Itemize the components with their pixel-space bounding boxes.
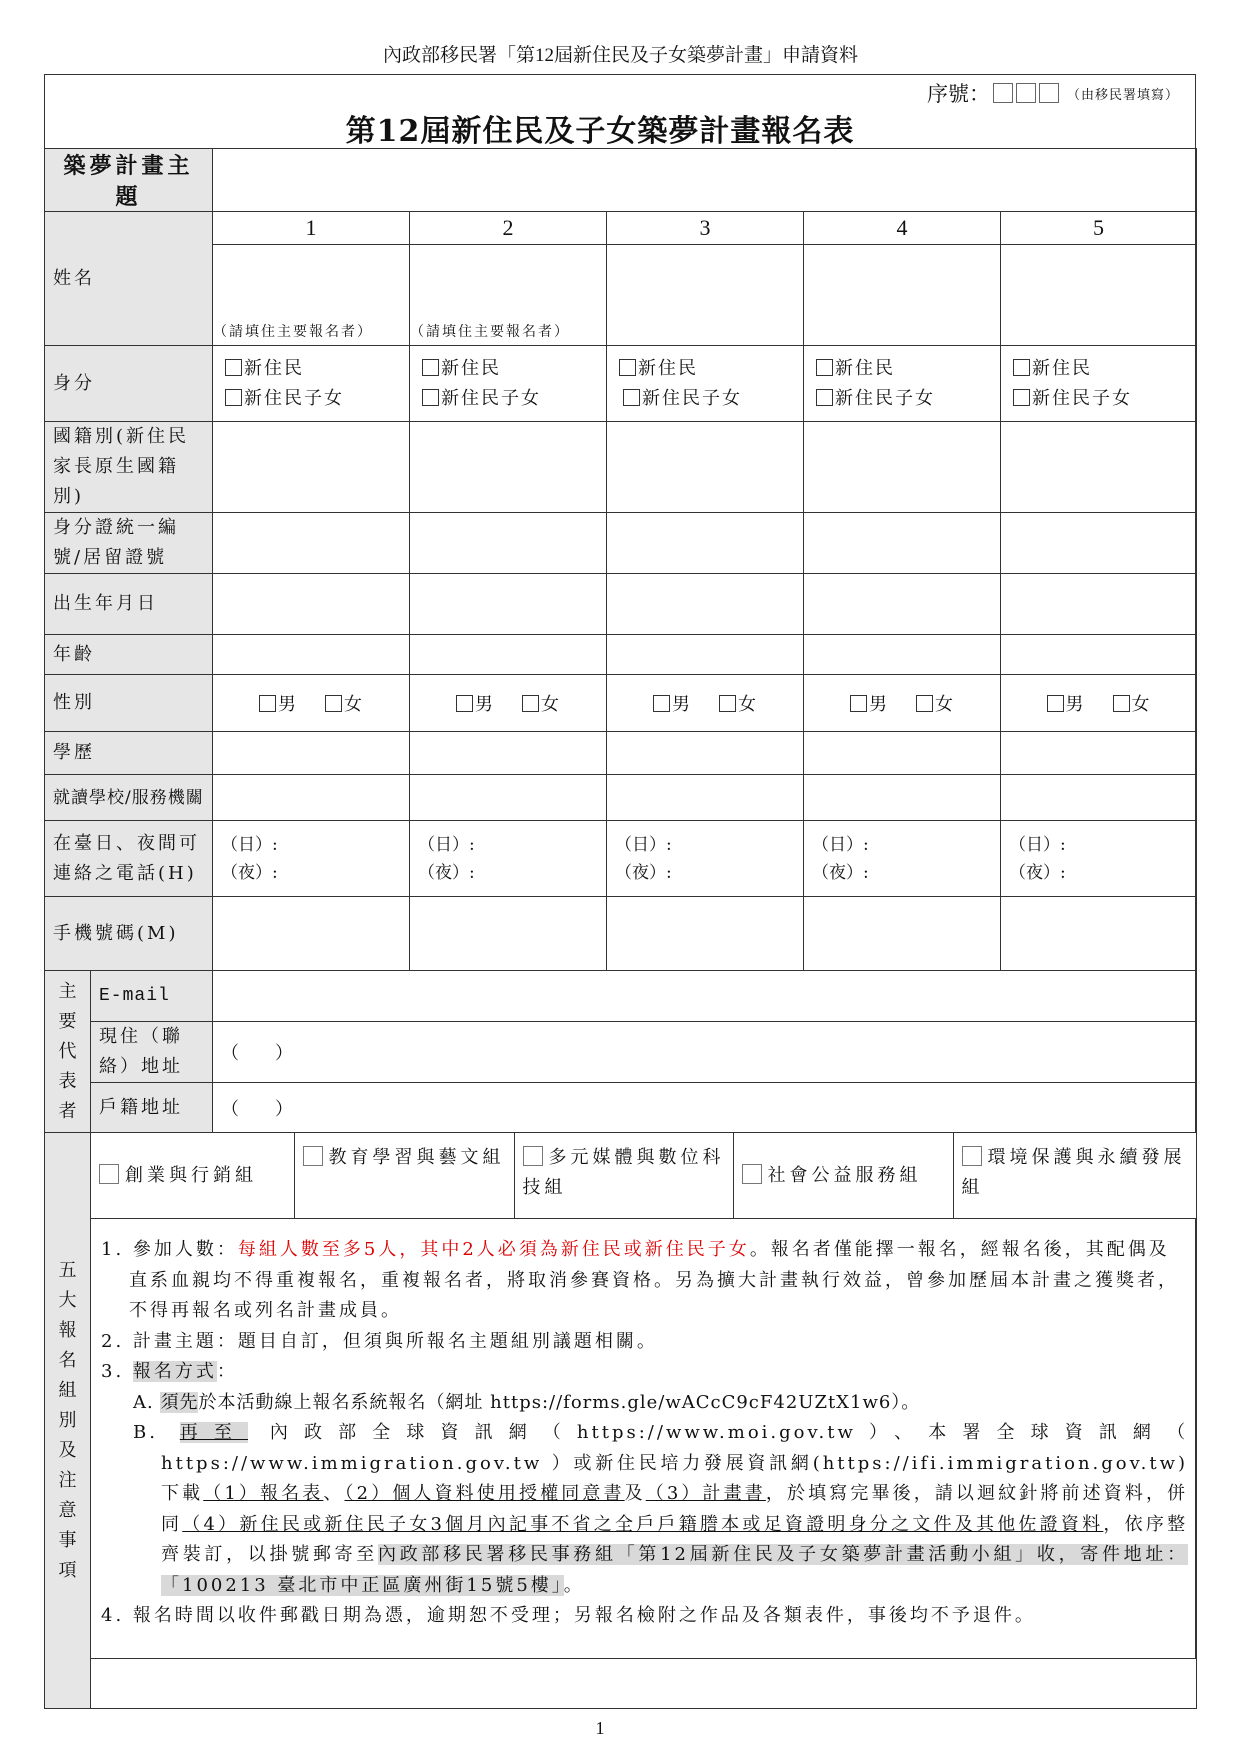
education-input-2[interactable] [410, 732, 607, 775]
nationality-input-1[interactable] [213, 422, 410, 513]
note-3a: A. 須先於本活動線上報名系統報名（網址 https://forms.gle/wACcC9cF42UZtX1w6）。 [133, 1391, 921, 1413]
name-hint: （請填住主要報名者） [410, 324, 571, 340]
gender-cell-4 [804, 675, 1001, 732]
household-area-code: （ ） [221, 1098, 294, 1120]
phone-label: 在臺日、夜間可連絡之電話(H) [45, 821, 213, 897]
nationality-input-5[interactable] [1001, 422, 1197, 513]
phone-cell-2[interactable] [410, 821, 607, 897]
nationality-input-4[interactable] [804, 422, 1001, 513]
identity-option-new-resident[interactable]: 新住民 [1013, 354, 1188, 384]
education-input-1[interactable] [213, 732, 410, 775]
gender-male[interactable]: 男 [1047, 694, 1085, 715]
phone-day: （日）: [418, 834, 475, 855]
age-input-1[interactable] [213, 635, 410, 675]
groups-notes-label-text: 五 大 報 名 組 別 及 注 意 事 項 [58, 1259, 77, 1581]
email-input[interactable] [213, 971, 1197, 1022]
serial-note: （由移民署填寫） [1066, 87, 1179, 103]
education-label: 學歷 [45, 732, 213, 775]
phone-day: （日）: [221, 834, 278, 855]
gender-cell-3 [607, 675, 804, 732]
representative-label-text: 主 要 代 表 者 [58, 980, 77, 1122]
name-input-2[interactable] [410, 245, 607, 346]
page-number: 1 [595, 1718, 605, 1738]
checkbox[interactable] [422, 389, 439, 406]
address-label: 現住（聯絡）地址 [91, 1022, 213, 1083]
member-number-4: 4 [804, 212, 1001, 245]
identity-label: 身分 [45, 346, 213, 422]
member-number-3: 3 [607, 212, 804, 245]
gender-female[interactable]: 女 [1113, 694, 1151, 715]
note-2: 2. 計畫主題：題目自訂，但須與所報名主題組別議題相關。 [101, 1330, 658, 1352]
identity-cell-3 [607, 346, 804, 422]
theme-input[interactable] [213, 149, 1197, 212]
member-number-5: 5 [1001, 212, 1197, 245]
education-input-5[interactable] [1001, 732, 1197, 775]
form-title: 第12屆新住民及子女築夢計畫報名表 [345, 114, 855, 149]
checkbox[interactable] [816, 359, 833, 376]
checkbox[interactable] [303, 1146, 323, 1166]
phone-cell-1[interactable] [213, 821, 410, 897]
nationality-input-3[interactable] [607, 422, 804, 513]
checkbox[interactable] [99, 1164, 119, 1184]
checkbox[interactable] [1013, 389, 1030, 406]
id-number-input-3[interactable] [607, 513, 804, 574]
mobile-input-2[interactable] [410, 897, 607, 971]
id-number-label: 身分證統一編號/居留證號 [45, 513, 213, 574]
mobile-input-4[interactable] [804, 897, 1001, 971]
id-number-input-5[interactable] [1001, 513, 1197, 574]
identity-option-new-resident[interactable]: 新住民 [225, 354, 401, 384]
checkbox[interactable] [523, 1146, 543, 1166]
household-address-input[interactable] [213, 1083, 1197, 1133]
note-4: 4. 報名時間以收件郵戳日期為憑，逾期恕不受理；另報名檢附之作品及各類表件，事後均不予退件。 [101, 1605, 1036, 1626]
birthdate-input-3[interactable] [607, 574, 804, 635]
registration-table [44, 148, 1197, 1709]
phone-night: （夜）: [615, 862, 672, 883]
group-option-4[interactable]: 社會公益服務組 [733, 1133, 953, 1218]
name-input-4[interactable] [804, 245, 1001, 346]
gender-cell-5 [1001, 675, 1197, 732]
group-option-2[interactable]: 教育學習與藝文組 [294, 1133, 514, 1218]
phone-night: （夜）: [221, 862, 278, 883]
education-input-4[interactable] [804, 732, 1001, 775]
nationality-label: 國籍別(新住民家長原生國籍別) [45, 422, 213, 513]
school-input-1[interactable] [213, 775, 410, 821]
identity-option-child[interactable]: 新住民子女 [422, 384, 598, 414]
age-label: 年齡 [45, 635, 213, 675]
gender-male[interactable]: 男 [653, 694, 691, 715]
name-hint: （請填住主要報名者） [213, 324, 374, 340]
id-number-input-4[interactable] [804, 513, 1001, 574]
groups-row [91, 1133, 1197, 1219]
checkbox[interactable] [422, 359, 439, 376]
mobile-input-5[interactable] [1001, 897, 1197, 971]
checkbox[interactable] [456, 695, 473, 712]
member-number-1: 1 [213, 212, 410, 245]
gender-male[interactable]: 男 [456, 694, 494, 715]
mobile-label: 手機號碼(M) [45, 897, 213, 971]
phone-day: （日）: [1009, 834, 1066, 855]
name-input-5[interactable] [1001, 245, 1197, 346]
mailing-address: 內政部移民署移民事務組「第12屆新住民及子女築夢計畫活動小組」收，寄件地址：「100213 臺北市中正區廣州街15號5樓」 [161, 1544, 1189, 1596]
name-label: 姓名 [45, 212, 213, 346]
birthdate-label: 出生年月日 [45, 574, 213, 635]
note-3: 3. 報名方式： [101, 1361, 238, 1382]
checkbox[interactable] [225, 359, 242, 376]
email-label: E-mail [91, 971, 213, 1022]
checkbox[interactable] [719, 695, 736, 712]
name-input-1[interactable] [213, 245, 410, 346]
checkbox[interactable] [1047, 695, 1064, 712]
theme-label: 築夢計畫主題 [45, 149, 213, 212]
identity-option-child[interactable]: 新住民子女 [1013, 384, 1188, 414]
birthdate-input-5[interactable] [1001, 574, 1197, 635]
gender-male[interactable]: 男 [850, 694, 888, 715]
address-input[interactable] [213, 1022, 1197, 1083]
identity-option-child[interactable]: 新住民子女 [816, 384, 992, 414]
phone-day: （日）: [615, 834, 672, 855]
checkbox[interactable] [816, 389, 833, 406]
checkbox[interactable] [325, 695, 342, 712]
identity-option-child[interactable]: 新住民子女 [619, 384, 795, 414]
note-1-emphasis: 每組人數至多5人，其中2人必須為新住民或新住民子女 [237, 1239, 750, 1260]
education-input-3[interactable] [607, 732, 804, 775]
phone-night: （夜）: [1009, 862, 1066, 883]
phone-night: （夜）: [418, 862, 475, 883]
identity-cell-1 [213, 346, 410, 422]
school-input-5[interactable] [1001, 775, 1197, 821]
serial-box-2[interactable] [1016, 83, 1036, 103]
gender-male[interactable]: 男 [259, 694, 297, 715]
age-input-4[interactable] [804, 635, 1001, 675]
identity-cell-4 [804, 346, 1001, 422]
checkbox[interactable] [522, 695, 539, 712]
school-input-3[interactable] [607, 775, 804, 821]
checkbox[interactable] [742, 1164, 762, 1184]
checkbox[interactable] [225, 389, 242, 406]
age-input-2[interactable] [410, 635, 607, 675]
birthdate-input-4[interactable] [804, 574, 1001, 635]
groups-notes-label [45, 1133, 91, 1709]
identity-option-new-resident[interactable]: 新住民 [619, 354, 795, 384]
gender-label: 性別 [45, 675, 213, 732]
age-input-3[interactable] [607, 635, 804, 675]
groups-table [91, 1133, 1197, 1218]
phone-cell-5[interactable] [1001, 821, 1197, 897]
checkbox[interactable] [653, 695, 670, 712]
gender-female[interactable]: 女 [719, 694, 757, 715]
identity-option-child[interactable]: 新住民子女 [225, 384, 401, 414]
phone-night: （夜）: [812, 862, 869, 883]
checkbox[interactable] [259, 695, 276, 712]
gender-cell-1 [213, 675, 410, 732]
household-address-label: 戶籍地址 [91, 1083, 213, 1133]
school-input-4[interactable] [804, 775, 1001, 821]
group-option-1[interactable]: 創業與行銷組 [91, 1133, 294, 1218]
identity-option-new-resident[interactable]: 新住民 [422, 354, 598, 384]
phone-cell-4[interactable] [804, 821, 1001, 897]
checkbox[interactable] [623, 389, 640, 406]
serial-number [927, 78, 1179, 108]
notes-section [91, 1219, 1197, 1709]
checkbox[interactable] [850, 695, 867, 712]
school-label: 就讀學校/服務機關 [45, 775, 213, 821]
mobile-input-1[interactable] [213, 897, 410, 971]
identity-option-new-resident[interactable]: 新住民 [816, 354, 992, 384]
gender-cell-2 [410, 675, 607, 732]
checkbox[interactable] [1013, 359, 1030, 376]
serial-box-1[interactable] [993, 83, 1013, 103]
note-3b: B. 再至 內政部全球資訊網（https://www.moi.gov.tw）、本署全球資訊網（ https://www.immigration.gov.tw ）或新住民培力發展資訊網(https://ifi.immigration.gov.tw)下載（1）報名表、（2）個人資料使用授權同意書及（3）計畫書，於填寫完畢後，請以迴紋針將前述資料，併同（4）新住民或新住民子女3個月內記事不省之全戶戶籍謄本或足資證明身分之文件及其他佐證資料，依序整齊裝訂，以掛號郵寄至內政部移民署移民事務組「第12屆新住民及子女築夢計畫活動小組」收，寄件地址：「100213 臺北市中正區廣州街15號5樓」。 [133, 1422, 1189, 1596]
checkbox[interactable] [962, 1146, 982, 1166]
nationality-input-2[interactable] [410, 422, 607, 513]
birthdate-input-1[interactable] [213, 574, 410, 635]
birthdate-input-2[interactable] [410, 574, 607, 635]
id-number-input-2[interactable] [410, 513, 607, 574]
phone-cell-3[interactable] [607, 821, 804, 897]
member-number-2: 2 [410, 212, 607, 245]
group-option-3[interactable]: 多元媒體與數位科技組 [514, 1133, 733, 1218]
address-area-code: （ ） [221, 1043, 294, 1064]
running-header: 內政部移民署「第12屆新住民及子女築夢計畫」申請資料 [382, 45, 858, 66]
note-1: 1. 參加人數：每組人數至多5人，其中2人必須為新住民或新住民子女。報名者僅能擇一報名，經報名後，其配偶及直系血親均不得重複報名，重複報名者，將取消參賽資格。另為擴大計畫執行效益，曾參加歷屆本計畫之獲獎者，不得再報名或列名計畫成員。 [101, 1239, 1179, 1321]
school-input-2[interactable] [410, 775, 607, 821]
checkbox[interactable] [619, 359, 636, 376]
id-number-input-1[interactable] [213, 513, 410, 574]
gender-female[interactable]: 女 [325, 694, 363, 715]
checkbox[interactable] [916, 695, 933, 712]
gender-female[interactable]: 女 [522, 694, 560, 715]
group-option-5[interactable]: 環境保護與永續發展組 [953, 1133, 1197, 1218]
mobile-input-3[interactable] [607, 897, 804, 971]
gender-female[interactable]: 女 [916, 694, 954, 715]
representative-label [45, 971, 91, 1133]
age-input-5[interactable] [1001, 635, 1197, 675]
checkbox[interactable] [1113, 695, 1130, 712]
identity-cell-5 [1001, 346, 1197, 422]
name-input-3[interactable] [607, 245, 804, 346]
serial-label: 序號： [926, 82, 990, 106]
phone-day: （日）: [812, 834, 869, 855]
identity-cell-2 [410, 346, 607, 422]
serial-box-3[interactable] [1039, 83, 1059, 103]
